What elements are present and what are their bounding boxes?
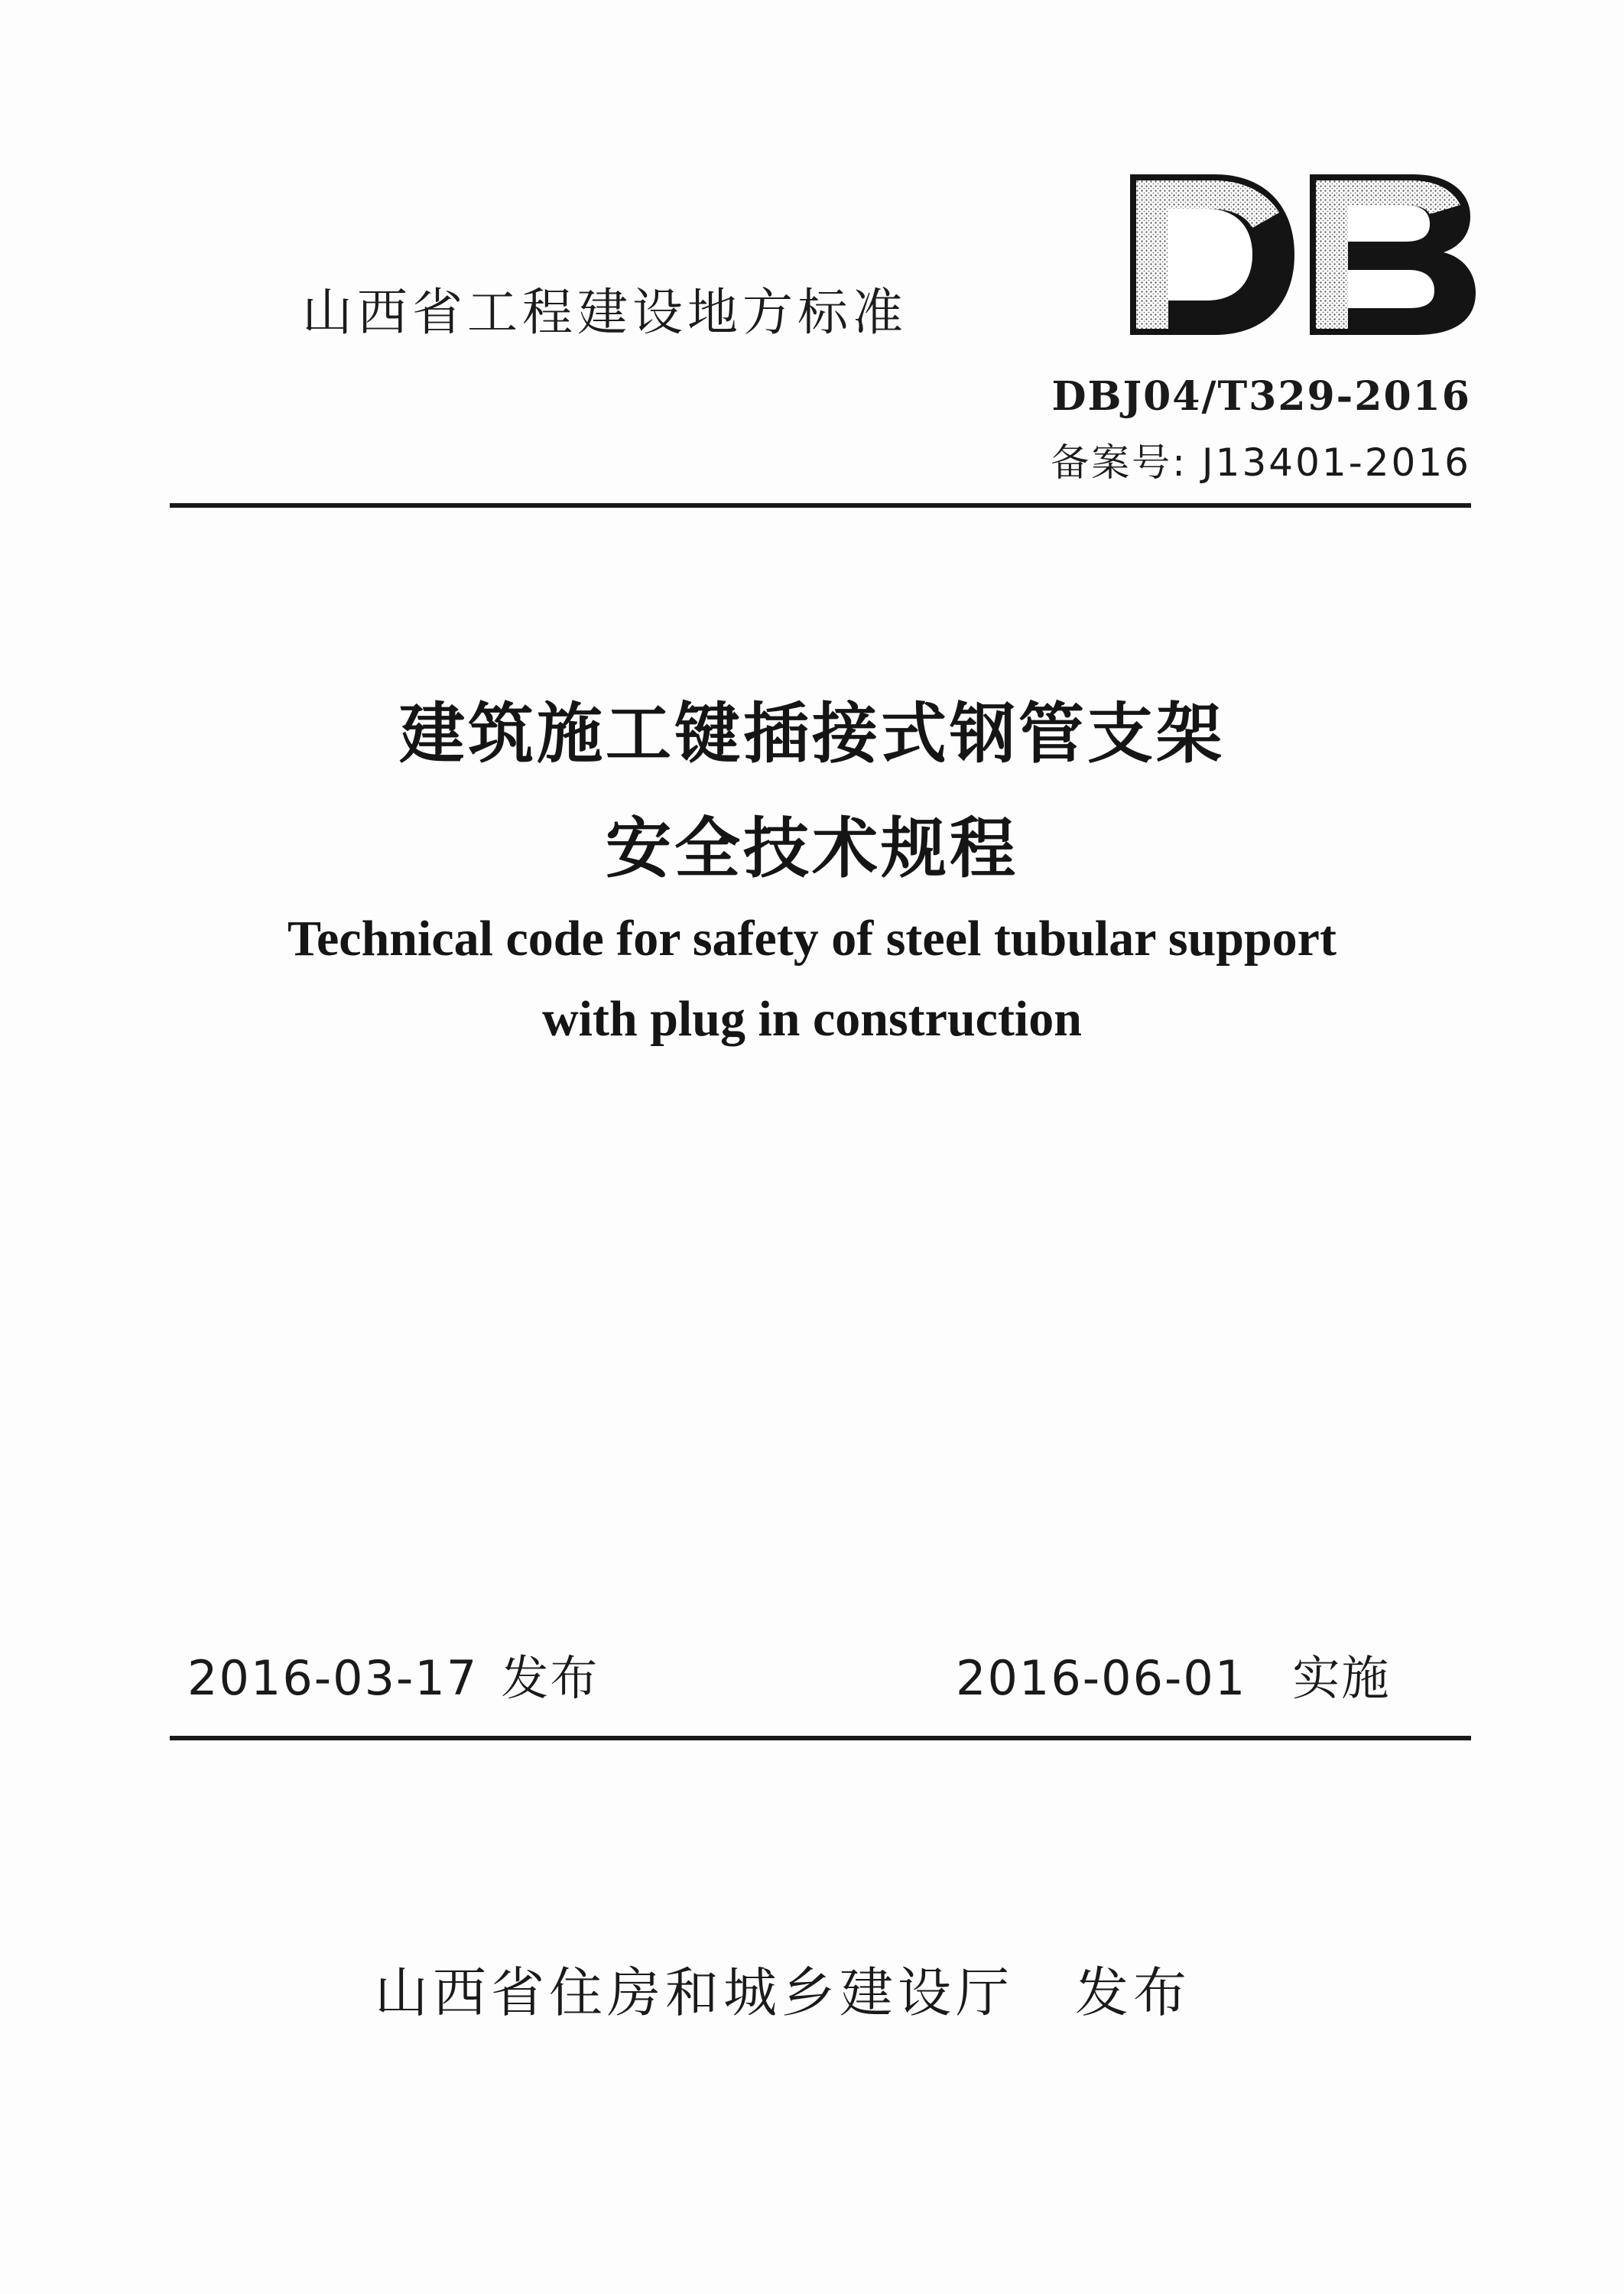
issue-date-block (187, 1640, 599, 1708)
issuer-block (375, 1950, 1191, 2027)
title-cn-line2: 安全技术规程 (606, 811, 1018, 887)
record-number: 备案号: J13401-2016 (1051, 440, 1471, 485)
issuer-label: 发布 (1075, 1961, 1191, 2024)
db-logo-glyphs (1130, 174, 1476, 335)
standard-code: DBJ04/T329-2016 (1051, 373, 1471, 420)
db-logo (1122, 167, 1482, 343)
bottom-divider (170, 1736, 1471, 1740)
effective-date-block (956, 1640, 1390, 1708)
standard-category: 山西省工程建设地方标准 (302, 283, 908, 342)
title-en-line1: Technical code for safety of steel tubular support (287, 911, 1337, 967)
title-en-line2: with plug in construction (542, 991, 1082, 1047)
issue-label: 发布 (501, 1650, 599, 1706)
title-cn-line1: 建筑施工键插接式钢管支架 (399, 696, 1225, 772)
effective-label: 实施 (1292, 1650, 1391, 1706)
top-divider (170, 503, 1471, 508)
issuer-name: 山西省住房和城乡建设厅 (375, 1961, 1014, 2024)
effective-date: 2016-06-01 (956, 1650, 1247, 1706)
issue-date: 2016-03-17 (187, 1650, 479, 1706)
